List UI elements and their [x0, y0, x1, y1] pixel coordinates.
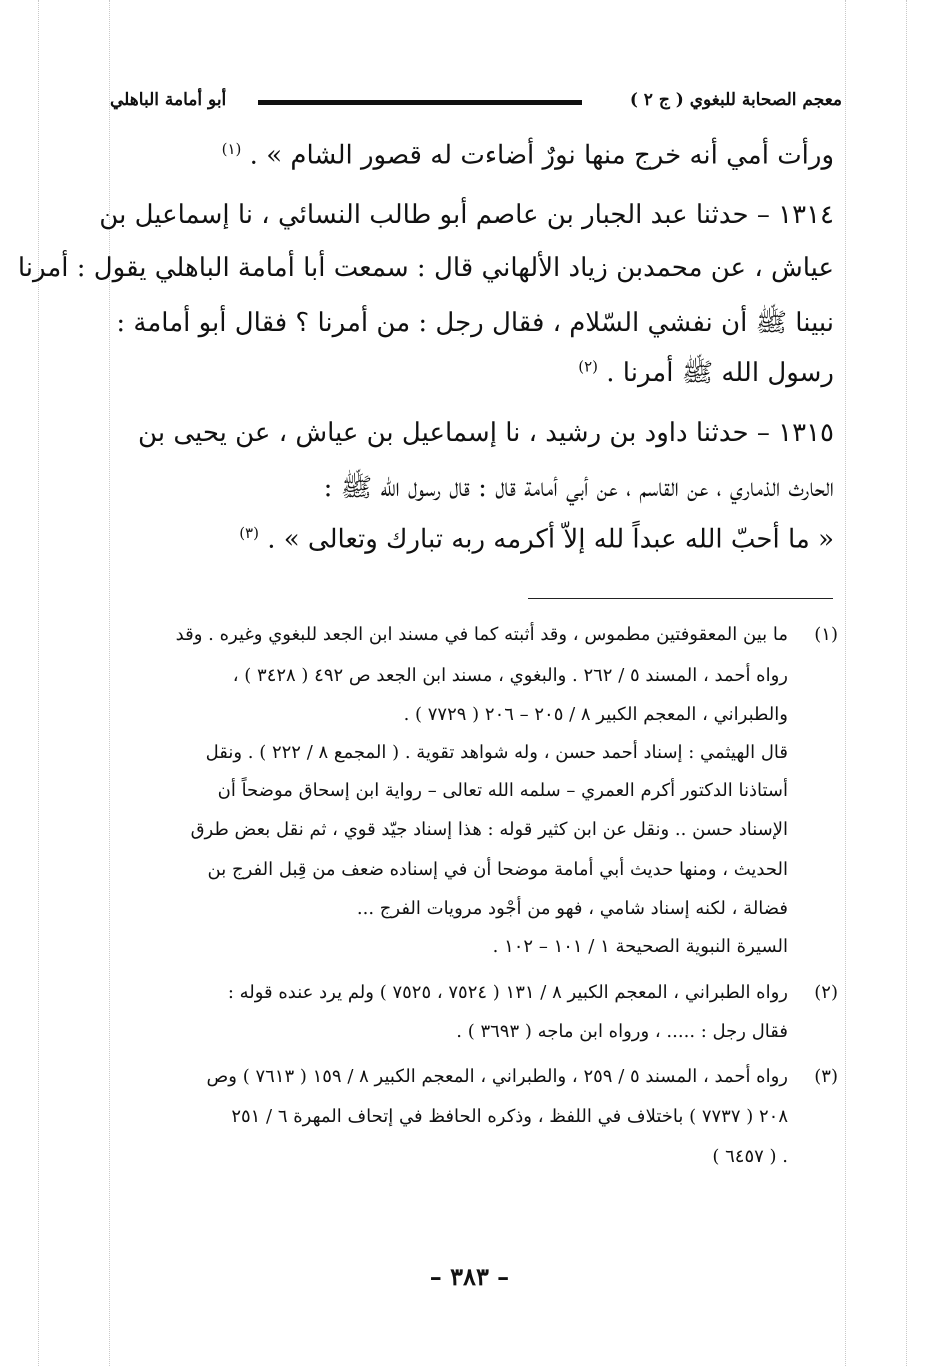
footnote-1-line: أستاذنا الدكتور أكرم العمري – سلمه الله تعالى – رواية ابن إسحاق موضحاً أن [217, 780, 788, 801]
book-title: معجم الصحابة للبغوي ( ج ٢ ) [629, 90, 842, 110]
footnote-3-line: رواه أحمد ، المسند ٥ / ٢٥٩ ، والطبراني ، المعجم الكبير ٨ / ١٥٩ ( ٧٦١٣ ) وص [206, 1066, 788, 1087]
footnote-marker: (٢) [578, 357, 598, 376]
footnote-1-line: السيرة النبوية الصحيحة ١ / ١٠١ – ١٠٢ . [492, 936, 788, 957]
footnote-1-number: (١) [814, 624, 838, 645]
running-header [110, 86, 842, 120]
hadith-1314-line: ١٣١٤ – حدثنا عبد الجبار بن عاصم أبو طالب النسائي ، نا إسماعيل بن [99, 200, 834, 230]
footnote-3-line: ٢٠٨ ( ٧٧٣٧ ) باختلاف في اللفظ ، وذكره الحافظ في إتحاف المهرة ٦ / ٢٥١ [231, 1106, 788, 1127]
main-line: ورأت أمي أنه خرج منها نورٌ أضاءت له قصور الشام » . $^{(١)}$ [221, 140, 834, 171]
footnote-2-line: رواه الطبراني ، المعجم الكبير ٨ / ١٣١ ( ٧٥٢٤ ، ٧٥٢٥ ) ولم يرد عنده قوله : [227, 982, 788, 1003]
hadith-1315-line: ١٣١٥ – حدثنا داود بن رشيد ، نا إسماعيل بن عياش ، عن يحيى بن [138, 418, 834, 448]
main-line: الحارث الذماري ، عن القاسم ، عن أبي أمامة قال : قال رسول الله ﷺ : [323, 473, 834, 503]
scan-margin-line [845, 0, 846, 1366]
main-line: نبينا ﷺ أن نفشي السّلام ، فقال رجل : من أمرنا ؟ فقال أبو أمامة : [116, 308, 834, 338]
footnote-1-line: الحديث ، ومنها حديث أبي أمامة موضحا أن في إسناده ضعف من قِبل الفرج بن [207, 859, 788, 880]
main-line: « ما أحبّ الله عبداً لله إلاّ أكرمه ربه تبارك وتعالى » . $^{(٣)}$ [239, 524, 834, 555]
footnote-marker: (٣) [239, 524, 259, 542]
footnote-marker: (١) [221, 140, 242, 158]
footnote-1-line: قال الهيثمي : إسناد أحمد حسن ، وله شواهد تقوية . ( المجمع ٨ / ٢٢٢ ) . ونقل [205, 742, 788, 763]
scan-margin-line [38, 0, 39, 1366]
footnote-1-line: رواه أحمد ، المسند ٥ / ٢٦٢ . والبغوي ، مسند ابن الجعد ص ٤٩٢ ( ٣٤٢٨ ) ، [232, 665, 788, 686]
footnote-separator [528, 598, 833, 599]
main-line: رسول الله ﷺ أمرنا . $^{(٢)}$ [578, 357, 834, 388]
section-title: أبو أمامة الباهلي [110, 90, 227, 110]
footnote-3-number: (٣) [814, 1066, 838, 1087]
main-line: عياش ، عن محمدبن زياد الألهاني قال : سمعت أبا أمامة الباهلي يقول : أمرنا [17, 253, 834, 283]
scan-margin-line [906, 0, 907, 1366]
footnote-3-line: . ( ٦٤٥٧ ) [712, 1146, 788, 1167]
footnote-1-line: فضالة ، لكنه إسناد شامي ، فهو من أجْود مرويات الفرج ... [356, 898, 788, 919]
page-number: – ٣٨٣ – [429, 1262, 510, 1291]
footnote-2-number: (٢) [814, 982, 838, 1003]
footnote-2-line: فقال رجل : ..... ، ورواه ابن ماجه ( ٣٦٩٣ ) . [456, 1021, 788, 1042]
footnote-1-line: ما بين المعقوفتين مطموس ، وقد أثبته كما في مسند ابن الجعد للبغوي وغيره . وقد [175, 624, 788, 645]
header-rule [258, 100, 582, 105]
footnote-1-line: الإسناد حسن .. ونقل عن ابن كثير قوله : هذا إسناد جيّد قوي ، ثم نقل بعض طرق [190, 819, 788, 840]
footnote-1-line: والطبراني ، المعجم الكبير ٨ / ٢٠٥ – ٢٠٦ ( ٧٧٢٩ ) . [403, 704, 788, 725]
